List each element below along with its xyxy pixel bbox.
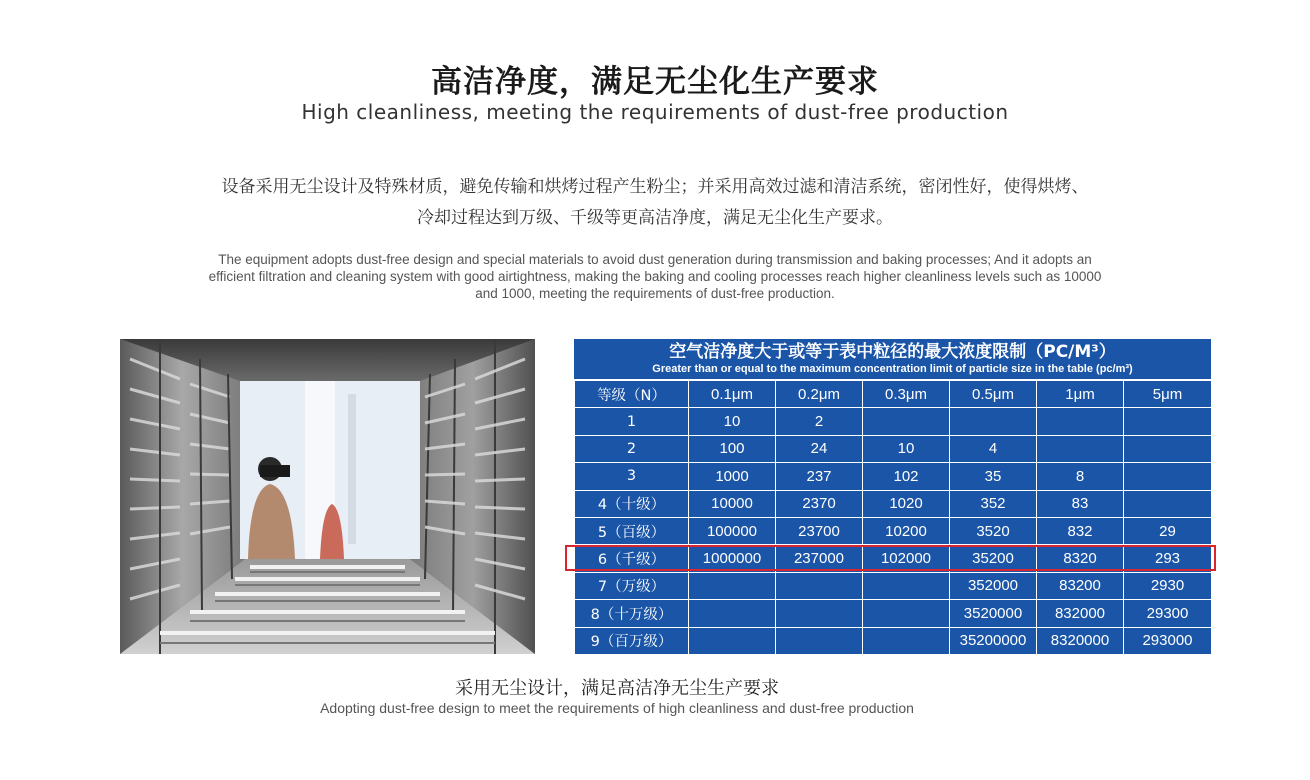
table-row [575,572,1212,599]
table-cell: 9（百万级） [575,627,689,654]
table-cell [776,572,863,599]
table-cell: 29300 [1124,600,1212,627]
table-cell [1124,408,1212,435]
table-grid [574,380,1212,655]
table-column-headers [575,381,1212,408]
table-cell: 1 [575,408,689,435]
table-cell [776,627,863,654]
table-cell: 8 [1037,463,1124,490]
table-row [575,408,1212,435]
table-cell [863,600,950,627]
table-cell: 2 [575,435,689,462]
column-header: 5μm [1124,381,1212,408]
equipment-chamber-illustration [120,339,535,654]
table-cell: 100 [689,435,776,462]
table-cell [863,408,950,435]
table-cell: 35200000 [950,627,1037,654]
table-cell: 237 [776,463,863,490]
table-subtitle: Greater than or equal to the maximum concentration limit of particle size in the table (pc/m³) [652,363,1133,375]
table-cell: 10 [863,435,950,462]
column-header: 0.3μm [863,381,950,408]
description-en-line: and 1000, meeting the requirements of dust-free production. [475,286,835,301]
table-cell [1124,435,1212,462]
table-row [575,490,1212,517]
table-cell: 2930 [1124,572,1212,599]
table-cell: 23700 [776,517,863,544]
table-cell [1124,490,1212,517]
table-cell [689,572,776,599]
table-cell: 6（千级） [575,545,689,572]
table-cell: 29 [1124,517,1212,544]
description-en [120,251,1190,302]
table-row [575,435,1212,462]
table-cell [689,627,776,654]
table-cell: 7（万级） [575,572,689,599]
table-cell: 3520000 [950,600,1037,627]
caption-zh: 采用无尘设计，满足高洁净无尘生产要求 [455,678,779,699]
table-cell: 1020 [863,490,950,517]
table-cell [950,408,1037,435]
table-cell: 10 [689,408,776,435]
table-cell: 100000 [689,517,776,544]
table-cell: 8320 [1037,545,1124,572]
caption-en: Adopting dust-free design to meet the requirements of high cleanliness and dust-free production [320,700,914,716]
table-cell: 352 [950,490,1037,517]
equipment-photo [120,339,535,654]
table-title: 空气洁净度大于或等于表中粒径的最大浓度限制（PC/M³） [669,342,1116,362]
column-header: 0.5μm [950,381,1037,408]
table-cell: 35200 [950,545,1037,572]
table-cell: 5（百级） [575,517,689,544]
table-cell: 83200 [1037,572,1124,599]
column-header: 等级（N） [575,381,689,408]
table-cell: 4（十级） [575,490,689,517]
column-header: 0.1μm [689,381,776,408]
table-cell: 10200 [863,517,950,544]
table-cell [1037,408,1124,435]
table-cell: 8（十万级） [575,600,689,627]
table-row [575,517,1212,544]
table-cell: 293000 [1124,627,1212,654]
description-en-line: The equipment adopts dust-free design and special materials to avoid dust generation during transmission and baking processes; And it adopts an [218,252,1092,267]
table-cell: 2 [776,408,863,435]
table-cell: 1000000 [689,545,776,572]
table-cell: 35 [950,463,1037,490]
table-cell: 2370 [776,490,863,517]
cleanliness-table [574,339,1211,655]
table-cell: 102 [863,463,950,490]
table-cell [863,627,950,654]
column-header: 0.2μm [776,381,863,408]
description-en-line: efficient filtration and cleaning system with good airtightness, making the baking and cooling processes reach higher cleanliness levels such as 10000 [208,269,1102,284]
table-cell: 83 [1037,490,1124,517]
table-cell: 237000 [776,545,863,572]
table-cell [1037,435,1124,462]
table-cell [776,600,863,627]
table-cell: 3520 [950,517,1037,544]
table-cell: 293 [1124,545,1212,572]
table-header [574,339,1211,380]
table-cell: 24 [776,435,863,462]
table-cell: 832000 [1037,600,1124,627]
table-row-highlighted [575,545,1212,572]
table-row [575,627,1212,654]
table-row [575,600,1212,627]
description-zh [100,172,1210,234]
page-subtitle: High cleanliness, meeting the requirements of dust-free production [301,100,1009,124]
table-cell: 10000 [689,490,776,517]
table-cell: 1000 [689,463,776,490]
table-cell [1124,463,1212,490]
table-cell: 3 [575,463,689,490]
table-cell: 8320000 [1037,627,1124,654]
table-cell [689,600,776,627]
table-cell: 4 [950,435,1037,462]
table-cell: 352000 [950,572,1037,599]
table-cell [863,572,950,599]
table-cell: 832 [1037,517,1124,544]
column-header: 1μm [1037,381,1124,408]
description-zh-line: 冷却过程达到万级、千级等更高洁净度，满足无尘化生产要求。 [417,208,893,228]
table-row [575,463,1212,490]
table-cell: 102000 [863,545,950,572]
page-title: 高洁净度，满足无尘化生产要求 [431,64,879,100]
description-zh-line: 设备采用无尘设计及特殊材质，避免传输和烘烤过程产生粉尘；并采用高效过滤和清洁系统，密闭性好，使得烘烤、 [221,177,1089,197]
